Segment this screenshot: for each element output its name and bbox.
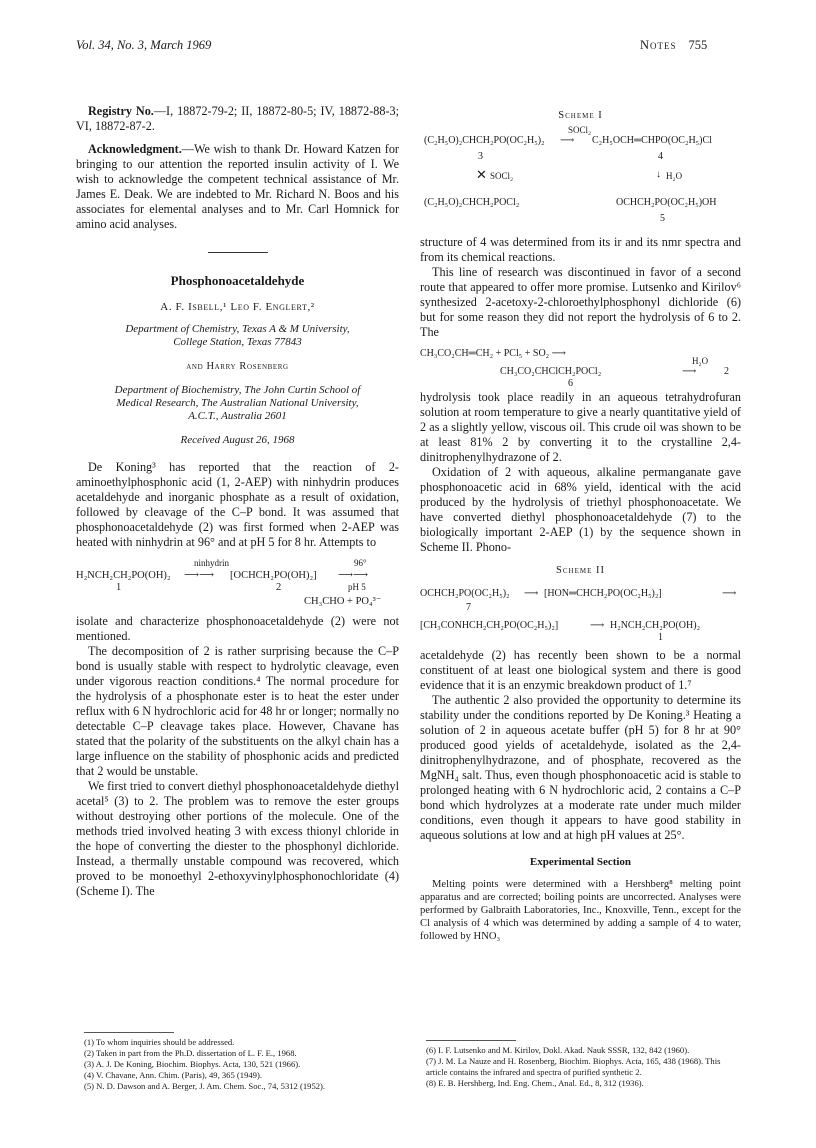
eq1-products: CH₃CHO + PO₄³⁻ bbox=[304, 596, 382, 607]
footnote-8: (8) E. B. Hershberg, Ind. Eng. Chem., Anal. Ed., 8, 312 (1936). bbox=[426, 1078, 644, 1088]
s2-compound-7: 7 bbox=[466, 602, 471, 613]
s2-arrow-1: ⟶ bbox=[524, 588, 539, 599]
reaction-6 bbox=[420, 344, 741, 389]
s2-acetamide: [CH₃CONHCH₂CH₂PO(OC₂H₅)₂] bbox=[420, 620, 559, 631]
rxn-h2o: H₂O bbox=[692, 356, 709, 366]
rxn-line-1: CH₃CO₂CH═CH₂ + PCl₅ + SO₂ ⟶ bbox=[420, 348, 566, 359]
s2-arrow-3: ⟶ bbox=[590, 620, 605, 631]
article-title: Phosphonoacetaldehyde bbox=[170, 273, 305, 288]
s1-arrow: ⟶ bbox=[560, 135, 575, 146]
second-author: and Harry Rosenberg bbox=[186, 361, 289, 372]
footnote-7: (7) J. M. La Nauze and H. Rosenberg, Biochim. Biophys. Acta, 165, 438 (1968). This article contains the infrared and spectra of purified synthetic 2. bbox=[426, 1056, 721, 1077]
s1-down-arrow: ↓ bbox=[656, 169, 661, 180]
footnote-5: (5) N. D. Dawson and A. Berger, J. Am. Chem. Soc., 74, 5312 (1952). bbox=[84, 1081, 326, 1091]
para-first-tried: We first tried to convert diethyl phosphonoacetaldehyde diethyl acetal⁵ (3) to 2. The problem was to remove the ester groups without destroying other portions of the molecule. One of the methods tried involved heating 3 with excess thionyl chloride in the hope of converting the diester to the phosphonyl dichloride. Instead, a thermally unstable compound was recovered, which proved to be monoethyl 2-ethoxyvinylphosphonochloridate (4) (Scheme I). The bbox=[76, 779, 399, 898]
affiliation-1 bbox=[76, 323, 399, 349]
eq1-arrow2-top: 96° bbox=[354, 558, 367, 568]
s2-reactant: OCHCH₂PO(OC₂H₅)₂ bbox=[420, 588, 510, 599]
footnote-rule-right bbox=[426, 1040, 516, 1041]
para-isolate: isolate and characterize phosphonoacetaldehyde (2) were not mentioned. bbox=[76, 614, 399, 643]
para-second-route: This line of research was discontinued in favor of a second route that appeared to offer more promise. Lutsenko and Kirilov⁶ synthesized 2-acetoxy-2-chloroethylphosphonyl dichloride (6) but for some reason they did not report the hydrolysis of 6 to 2. The bbox=[420, 265, 741, 339]
para-structure: structure of 4 was determined from its ir and its nmr spectra and from its chemical reactions. bbox=[420, 235, 741, 264]
para-stability: The authentic 2 also provided the opportunity to determine its stability under the conditions reported by De Koning.³ Heating a solution of 2 in aqueous acetate buffer (pH 5) for 8 hr at 90° produced good yields of acetaldehyde, isolated as the 2,4-dinitrophenylhydrazone, and of phosphate, recovered as the MgNH₄ salt. Thus, even though phosphonoacetic acid is stable to prolonged heating with 6 N hydrochloric acid, 2 contains a C–P bond which hydrolyzes at a moderate rate under much milder conditions, even though it appears to have good stability in aqueous solutions at low and at high pH values at 25°. bbox=[420, 693, 741, 842]
footnote-rule bbox=[84, 1032, 174, 1033]
s1-h2o: H₂O bbox=[666, 171, 683, 181]
footnotes-left bbox=[84, 1032, 404, 1092]
para-oxidation: Oxidation of 2 with aqueous, alkaline permanganate gave phosphonoacetic acid in 68% yield, identical with the acid produced by the hydrolysis of triethyl phosphonoacetate. We have converted diethyl phosphonoacetaldehyde (7) to the biologically important 2-AEP (1) by the sequence shown in Scheme II. Phono- bbox=[420, 465, 741, 554]
para-decomposition: The decomposition of 2 is rather surprising because the C–P bond is usually stable with respect to hydrolytic cleavage, even under vigorous reaction conditions.⁴ The normal procedure for the hydrolysis of a phosphonate ester is to heat the ester under reflux with 6 N hydrochloric acid for 48 hr or longer; normally no detectable C–P cleavage takes place. However, Chavane has stated that the polarity of the substituents on the alkyl chain has a large influence on the stability of phosphonic acids and predicted that 2 would be unstable. bbox=[76, 644, 399, 778]
equation-1 bbox=[76, 554, 399, 608]
authors: A. F. Isbell,¹ Leo F. Englert,² bbox=[160, 301, 315, 313]
intro-paragraph: De Koning³ has reported that the reaction of 2-aminoethylphosphonic acid (1, 2-AEP) with ninhydrin produces acetaldehyde and inorganic phosphate as a result of oxidation, followed by cleavage of the C–P bond. It was assumed that phosphonoacetaldehyde (2) was first formed when 2-AEP was heated with ninhydrin at 96° and at pH 5 for 8 hr. Attempts to bbox=[76, 460, 399, 549]
left-column bbox=[76, 104, 399, 899]
s1-compound-4: 4 bbox=[658, 151, 663, 162]
scheme-1-title: Scheme I bbox=[558, 110, 603, 121]
s1-compound-5: 5 bbox=[660, 213, 665, 224]
acknowledgment-label: Acknowledgment. bbox=[88, 142, 182, 156]
s2-oxime: [HON═CHCH₂PO(OC₂H₅)₂] bbox=[544, 588, 662, 599]
section-divider bbox=[208, 252, 268, 253]
running-header-section bbox=[640, 38, 707, 53]
received-date: Received August 26, 1968 bbox=[180, 434, 295, 446]
footnote-2: (2) Taken in part from the Ph.D. dissertation of L. F. E., 1968. bbox=[84, 1048, 297, 1058]
s1-compound-3: 3 bbox=[478, 151, 483, 162]
scheme-2 bbox=[420, 584, 741, 644]
s2-arrow-2: ⟶ bbox=[722, 588, 737, 599]
rxn-line-2: CH₃CO₂CHClCH₂POCl₂ bbox=[500, 366, 602, 377]
footnote-6: (6) I. F. Lutsenko and M. Kirilov, Dokl. Akad. Nauk SSSR, 132, 842 (1960). bbox=[426, 1045, 690, 1055]
eq1-compound-2: 2 bbox=[276, 582, 282, 593]
footnote-1: (1) To whom inquiries should be addressed. bbox=[84, 1037, 235, 1047]
affiliation-2-line-2: Medical Research, The Australian National University, bbox=[116, 397, 359, 409]
para-hydrolysis: hydrolysis took place readily in an aqueous tetrahydrofuran solution at room temperature to give a nearly quantitative yield of 2 as a slightly yellow, viscous oil. This crude oil was shown to be at least 81% 2 by converting it to the crystalline 2,4-dinitrophenylhydrazone of 2. bbox=[420, 390, 741, 464]
s2-product: H₂NCH₂CH₂PO(OH)₂ bbox=[610, 620, 701, 631]
s1-reactant: (C₂H₅O)₂CHCH₂PO(OC₂H₅)₂ bbox=[424, 135, 545, 146]
footnotes-right bbox=[426, 1040, 742, 1089]
registry-paragraph bbox=[76, 104, 399, 134]
section-label: Notes bbox=[640, 38, 677, 52]
experimental-heading: Experimental Section bbox=[529, 856, 632, 868]
scheme-2-title: Scheme II bbox=[556, 565, 605, 576]
s1-product: C₂H₅OCH═CHPO(OC₂H₅)Cl bbox=[592, 135, 712, 146]
s2-compound-1: 1 bbox=[658, 632, 663, 643]
s1-reagent: SOCl₂ bbox=[568, 125, 592, 135]
eq1-arrow1: ⟶⟶ bbox=[184, 570, 215, 581]
affiliation-1-line-2: College Station, Texas 77843 bbox=[173, 336, 302, 348]
para-phosphonoacetaldehyde: acetaldehyde (2) has recently been shown to be a normal constituent of at least one biological system and there is good evidence that it is an enzymic breakdown product of 1.⁷ bbox=[420, 648, 741, 692]
affiliation-2-line-1: Department of Biochemistry, The John Curtin School of bbox=[114, 384, 361, 396]
footnote-4: (4) V. Chavane, Ann. Chim. (Paris), 49, 365 (1949). bbox=[84, 1070, 262, 1080]
registry-label: Registry No. bbox=[88, 104, 154, 118]
experimental-text: Melting points were determined with a Hershberg⁸ melting point apparatus and are corrected; boiling points are uncorrected. Analyses were performed by Galbraith Laboratories, Inc., Knoxville, Tenn., except for the Cl analysis of 4 which was determined by adding a sample of 4 to water, followed by HNO₃ bbox=[420, 879, 741, 942]
registry-text: —I, 18872-79-2; II, 18872-80-5; IV, 18872-88-3; VI, 18872-87-2. bbox=[76, 104, 399, 133]
running-header-volume: Vol. 34, No. 3, March 1969 bbox=[76, 38, 212, 52]
acknowledgment-text: —We wish to thank Dr. Howard Katzen for bringing to our attention the reported insulin activity of I. We wish to acknowledge the competent technical assistance of Mr. James E. Deak. We are indebted to Mr. Richard N. Boos and his associates for elemental analyses and to Mr. Carl Homnick for amino acid analyses. bbox=[76, 142, 399, 231]
rxn-compound-6: 6 bbox=[568, 378, 573, 389]
s1-blocked-arrow: ✕ bbox=[476, 167, 487, 182]
affiliation-2-line-3: A.C.T., Australia 2601 bbox=[188, 410, 287, 422]
rxn-product-2: 2 bbox=[724, 366, 729, 377]
eq1-compound-1: 1 bbox=[116, 582, 122, 593]
s1-bottom-left: (C₂H₅O)₂CHCH₂POCl₂ bbox=[424, 197, 520, 208]
affiliation-2 bbox=[76, 384, 399, 423]
eq1-reactant: H₂NCH₂CH₂PO(OH)₂ bbox=[76, 570, 171, 581]
rxn-arrow: ⟶ bbox=[682, 366, 697, 377]
scheme-1 bbox=[420, 125, 741, 247]
eq1-arrow2: ⟶⟶ bbox=[338, 570, 369, 581]
eq1-intermediate: [OCHCH₂PO(OH)₂] bbox=[230, 570, 317, 581]
eq1-arrow1-label: ninhydrin bbox=[194, 558, 229, 568]
eq1-arrow2-bottom: pH 5 bbox=[348, 582, 366, 592]
s1-cross-label: SOCl₂ bbox=[490, 171, 514, 181]
s1-bottom-right: OCHCH₂PO(OC₂H₅)OH bbox=[616, 197, 717, 208]
acknowledgment-paragraph bbox=[76, 142, 399, 232]
affiliation-1-line-1: Department of Chemistry, Texas A & M University, bbox=[125, 323, 350, 335]
right-column bbox=[420, 104, 741, 943]
footnote-3: (3) A. J. De Koning, Biochim. Biophys. Acta, 130, 521 (1966). bbox=[84, 1059, 301, 1069]
page-number: 755 bbox=[688, 38, 708, 52]
